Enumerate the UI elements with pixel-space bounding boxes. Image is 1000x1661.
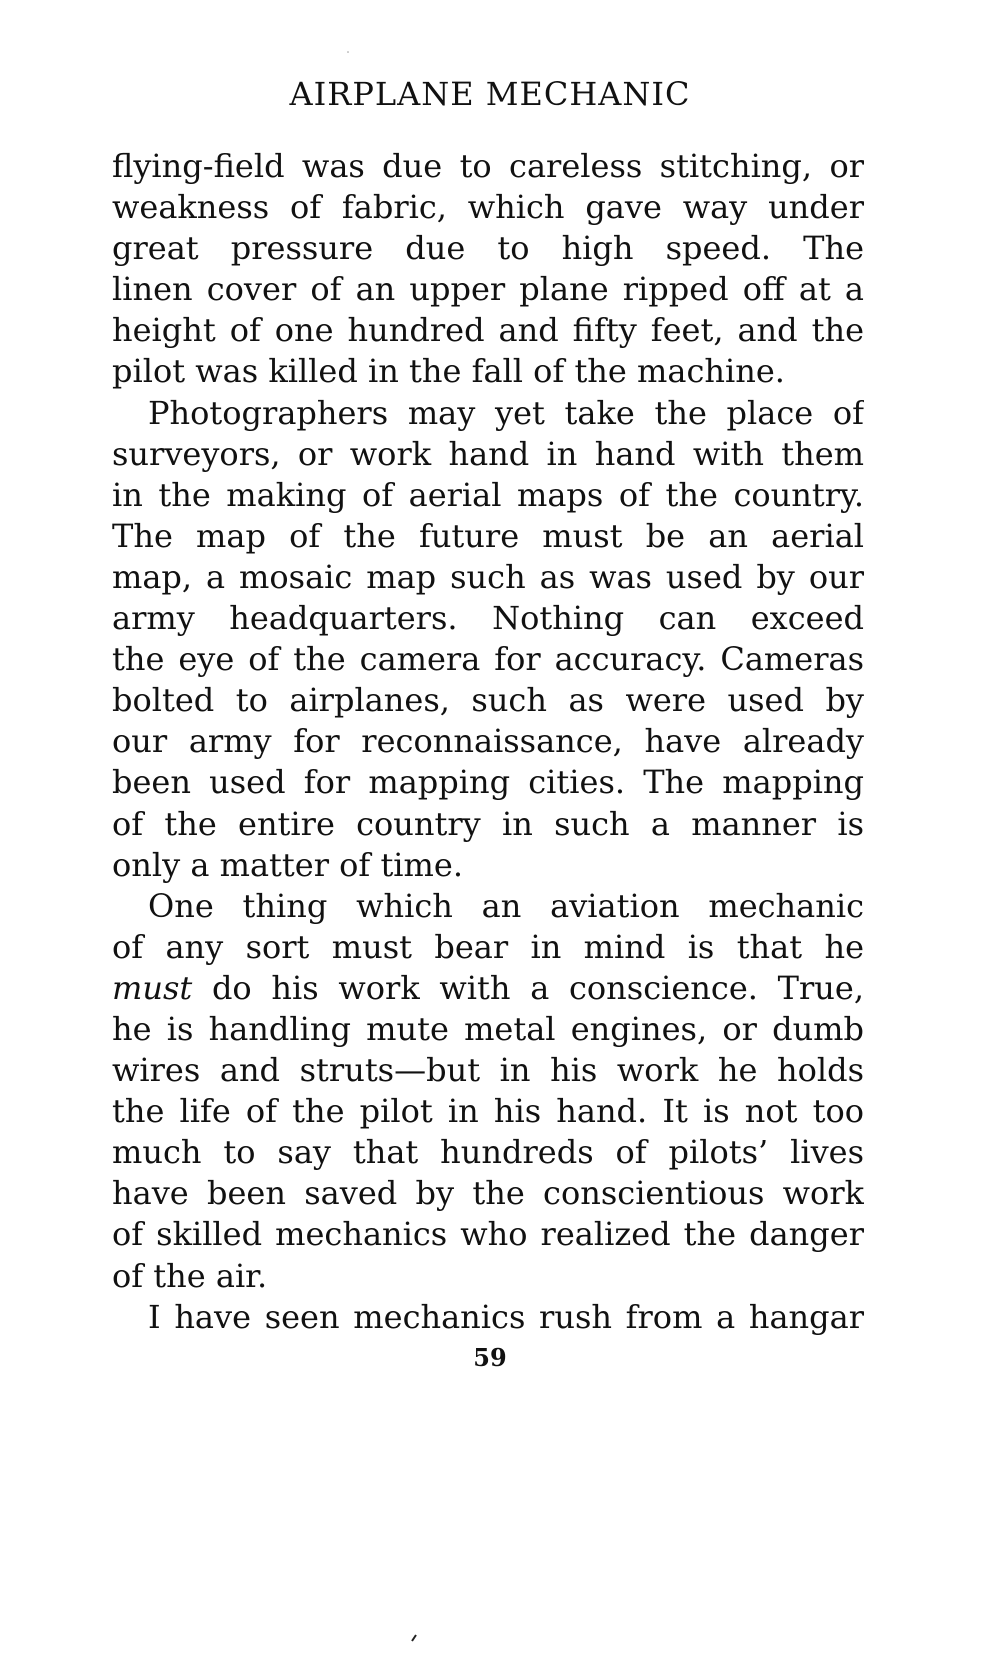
text-line: linen cover of an upper plane ripped off at a [112,270,864,309]
running-head: AIRPLANE MECHANIC [289,75,691,113]
text-line: of the entire country in such a manner is [112,804,864,843]
text-line: height of one hundred and fifty feet, and the [112,311,864,350]
text-line: I have seen mechanics rush from a hangar [148,1297,864,1336]
text-line: bolted to airplanes, such as were used by [112,681,864,720]
text-line: he is handling mute metal engines, or dumb [112,1009,864,1048]
text-line: surveyors, or work hand in hand with them [112,434,864,473]
text-line: map, a mosaic map such as was used by our [112,557,864,596]
text-line: in the making of aerial maps of the country. [112,475,864,514]
scan-speck [412,1635,416,1641]
text-line: much to say that hundreds of pilots’ lives [112,1133,864,1172]
text-line: have been saved by the conscientious work [112,1174,864,1213]
page-number: 59 [473,1343,507,1372]
text-line: flying-field was due to careless stitching, or [112,147,864,185]
text-line: wires and struts—but in his work he holds [112,1051,864,1090]
text-line: army headquarters. Nothing can exceed [112,599,864,638]
text-line-with-italic: must do his work with a conscience. True, [112,968,864,1007]
text-line: been used for mapping cities. The mapping [112,763,864,802]
text-line: the life of the pilot in his hand. It is not too [112,1092,864,1131]
text-line: weakness of fabric, which gave way under [112,188,864,227]
text-line: of any sort must bear in mind is that he [112,927,864,966]
text-line: One thing which an aviation mechanic [148,886,864,925]
text-line: Photographers may yet take the place of [148,393,864,432]
emphasized-word: must [112,968,193,1007]
text-line: of skilled mechanics who realized the danger [112,1215,864,1254]
text-line: of the air. [112,1256,268,1295]
text-line: only a matter of time. [112,845,463,884]
text-line: our army for reconnaissance, have already [112,722,864,761]
text-line: great pressure due to high speed. The [112,229,864,268]
text-line: pilot was killed in the fall of the machine. [112,352,785,391]
text-line: the eye of the camera for accuracy. Cameras [112,640,864,679]
scan-speck [347,51,349,53]
text-line: The map of the future must be an aerial [112,516,864,555]
